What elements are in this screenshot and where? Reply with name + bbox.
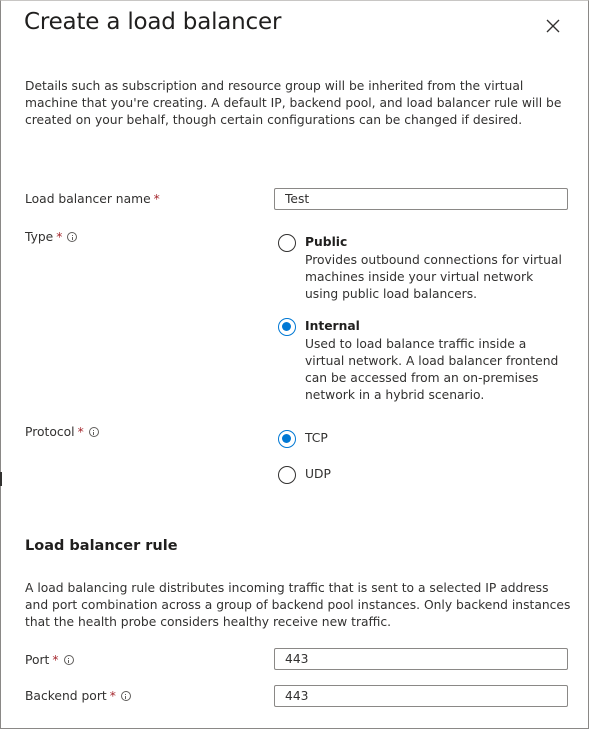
- required-marker: *: [153, 192, 160, 206]
- info-icon[interactable]: [121, 691, 131, 701]
- required-marker: *: [109, 689, 116, 703]
- radio-tcp[interactable]: [278, 430, 296, 448]
- radio-internal[interactable]: [278, 318, 296, 336]
- type-option-internal-description: Used to load balance traffic inside a virtual network. A load balancer frontend can be accessed from an on-premises network in a hybrid scenario.: [305, 337, 559, 402]
- load-balancer-name-label-text: Load balancer name: [25, 192, 151, 206]
- port-input[interactable]: [274, 648, 568, 670]
- backend-port-label-text: Backend port: [25, 689, 107, 703]
- backend-port-label: [25, 689, 131, 703]
- required-marker: *: [52, 653, 59, 667]
- info-icon[interactable]: [67, 232, 77, 242]
- type-label-text: Type: [25, 230, 54, 244]
- protocol-option-tcp-label: TCP: [305, 431, 328, 445]
- protocol-option-udp[interactable]: [278, 466, 568, 486]
- port-label: [25, 653, 74, 667]
- radio-udp[interactable]: [278, 466, 296, 484]
- dialog-title: Create a load balancer: [24, 9, 282, 35]
- type-label: [25, 230, 77, 244]
- window-edge-marker: [0, 472, 2, 486]
- radio-public[interactable]: [278, 234, 296, 252]
- type-option-internal-title: Internal: [305, 319, 360, 333]
- port-label-text: Port: [25, 653, 50, 667]
- type-option-public-description: Provides outbound connections for virtual machines inside your virtual network using public load balancers.: [305, 253, 562, 301]
- load-balancer-name-input[interactable]: [274, 188, 568, 210]
- protocol-option-udp-label: UDP: [305, 467, 331, 481]
- info-icon[interactable]: [64, 655, 74, 665]
- type-option-public-title: Public: [305, 235, 348, 249]
- protocol-label: [25, 425, 99, 439]
- protocol-option-tcp[interactable]: [278, 430, 568, 450]
- close-icon[interactable]: [544, 17, 562, 35]
- dialog-description: Details such as subscription and resource group will be inherited from the virtual machine that you're creating. A default IP, backend pool, and load balancer rule will be created on your behalf, though certain configurations can be changed if desired.: [25, 79, 562, 127]
- type-option-public[interactable]: [278, 234, 568, 304]
- required-marker: *: [56, 230, 63, 244]
- section-title-load-balancer-rule: Load balancer rule: [25, 538, 178, 554]
- load-balancer-name-label: [25, 192, 160, 206]
- type-option-internal[interactable]: [278, 318, 568, 406]
- required-marker: *: [77, 425, 84, 439]
- info-icon[interactable]: [89, 427, 99, 437]
- protocol-label-text: Protocol: [25, 425, 75, 439]
- backend-port-input[interactable]: [274, 685, 568, 707]
- rule-description: A load balancing rule distributes incoming traffic that is sent to a selected IP address and port combination across a group of backend pool instances. Only backend instances that the health probe considers healthy receive new traffic.: [25, 581, 571, 629]
